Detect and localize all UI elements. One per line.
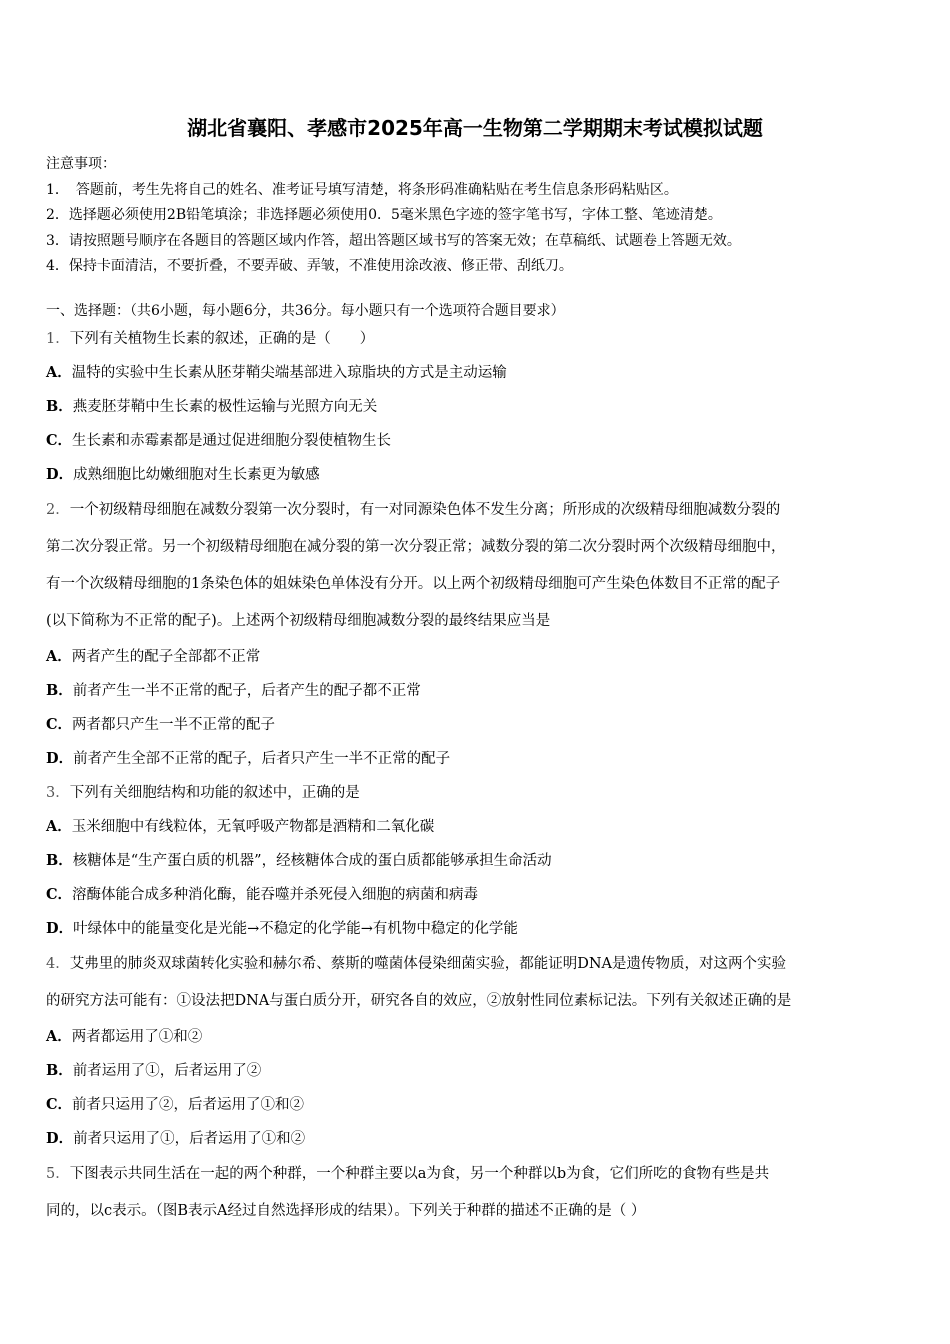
option-d: D．前者产生全部不正常的配子，后者只产生一半不正常的配子 <box>46 750 451 767</box>
option-a: A．温特的实验中生长素从胚芽鞘尖端基部进入琼脂块的方式是主动运输 <box>46 364 507 381</box>
notice-heading: 注意事项： <box>46 156 116 172</box>
option-d: D．叶绿体中的能量变化是光能→不稳定的化学能→有机物中稳定的化学能 <box>46 920 518 937</box>
option-d: D．成熟细胞比幼嫩细胞对生长素更为敏感 <box>46 466 320 483</box>
question-3 <box>46 776 906 946</box>
question-stem: 2．一个初级精母细胞在减数分裂第一次分裂时，有一对同源染色体不发生分离；所形成的次级精母细胞减数分裂的 第二次分裂正常。另一个初级精母细胞在减分裂的第一次分裂正常；减数分裂的第二次分裂时两个次级精母细胞中， 有一个次级精母细胞的1条染色体的姐妹染色单体没有分开。以上两个初级精母细胞可产生染色体数目不正常的配子 (以下简称为不正常的配子)。上述两个初级精母细胞减数分裂的最终结果应当是 <box>46 502 786 629</box>
question-stem: 4．艾弗里的肺炎双球菌转化实验和赫尔希、蔡斯的噬菌体侵染细菌实验，都能证明DNA是遗传物质，对这两个实验 的研究方法可能有：①设法把DNA与蛋白质分开，研究各自的效应，②放射性同位素标记法。下列有关叙述正确的是 <box>46 956 792 1009</box>
choice-section <box>46 300 906 1230</box>
question-5 <box>46 1156 906 1230</box>
notice-item: 4．保持卡面清洁，不要折叠，不要弄破、弄皱，不准使用涂改液、修正带、刮纸刀。 <box>46 258 573 274</box>
notice-item: 2．选择题必须使用2B铅笔填涂；非选择题必须使用0．5毫米黑色字迹的签字笔书写，字体工整、笔迹清楚。 <box>46 207 722 223</box>
question-1 <box>46 322 906 492</box>
question-2 <box>46 492 906 776</box>
option-d: D．前者只运用了①，后者运用了①和② <box>46 1130 306 1147</box>
notice-item: 3．请按照题号顺序在各题目的答题区域内作答，超出答题区域书写的答案无效；在草稿纸、试题卷上答题无效。 <box>46 232 741 249</box>
question-stem: 下列有关细胞结构和功能的叙述中，正确的是 <box>69 785 360 801</box>
option-a: A．两者都运用了①和② <box>46 1028 203 1045</box>
question-number: 1． <box>46 331 70 347</box>
question-number: 2． <box>46 502 70 518</box>
option-b: B．核糖体是“生产蛋白质的机器”，经核糖体合成的蛋白质都能够承担生命活动 <box>46 852 552 869</box>
section-heading: 一、选择题：（共6小题，每小题6分，共36分。每小题只有一个选项符合题目要求） <box>46 303 565 319</box>
question-stem: 5．下图表示共同生活在一起的两个种群，一个种群主要以a为食，另一个种群以b为食，它们所吃的食物有些是共 同的，以c表示。（图B表示A经过自然选择形成的结果）。下列关于种群的描述不正确的是（ ） <box>46 1166 770 1219</box>
option-a: A．两者产生的配子全部都不正常 <box>46 648 261 665</box>
option-b: B．前者运用了①，后者运用了② <box>46 1062 262 1079</box>
question-number: 5． <box>46 1166 70 1182</box>
question-number: 4． <box>46 956 70 972</box>
question-stem: 下列有关植物生长素的叙述，正确的是（ ） <box>69 331 375 347</box>
option-b: B．燕麦胚芽鞘中生长素的极性运输与光照方向无关 <box>46 398 378 415</box>
option-a: A．玉米细胞中有线粒体，无氧呼吸产物都是酒精和二氧化碳 <box>46 818 435 835</box>
option-c: C．生长素和赤霉素都是通过促进细胞分裂使植物生长 <box>46 432 392 449</box>
page-title: 湖北省襄阳、孝感市2025年高一生物第二学期期末考试模拟试题 <box>187 116 763 140</box>
notice-item: 1． 答题前，考生先将自己的姓名、准考证号填写清楚，将条形码准确粘贴在考生信息条形码粘贴区。 <box>46 181 678 198</box>
option-c: C．两者都只产生一半不正常的配子 <box>46 716 276 733</box>
option-c: C．前者只运用了②，后者运用了①和② <box>46 1096 305 1113</box>
question-number: 3． <box>46 785 70 801</box>
option-c: C．溶酶体能合成多种消化酶，能吞噬并杀死侵入细胞的病菌和病毒 <box>46 886 479 903</box>
question-4 <box>46 946 906 1156</box>
notice-block <box>46 152 906 280</box>
option-b: B．前者产生一半不正常的配子，后者产生的配子都不正常 <box>46 682 421 699</box>
